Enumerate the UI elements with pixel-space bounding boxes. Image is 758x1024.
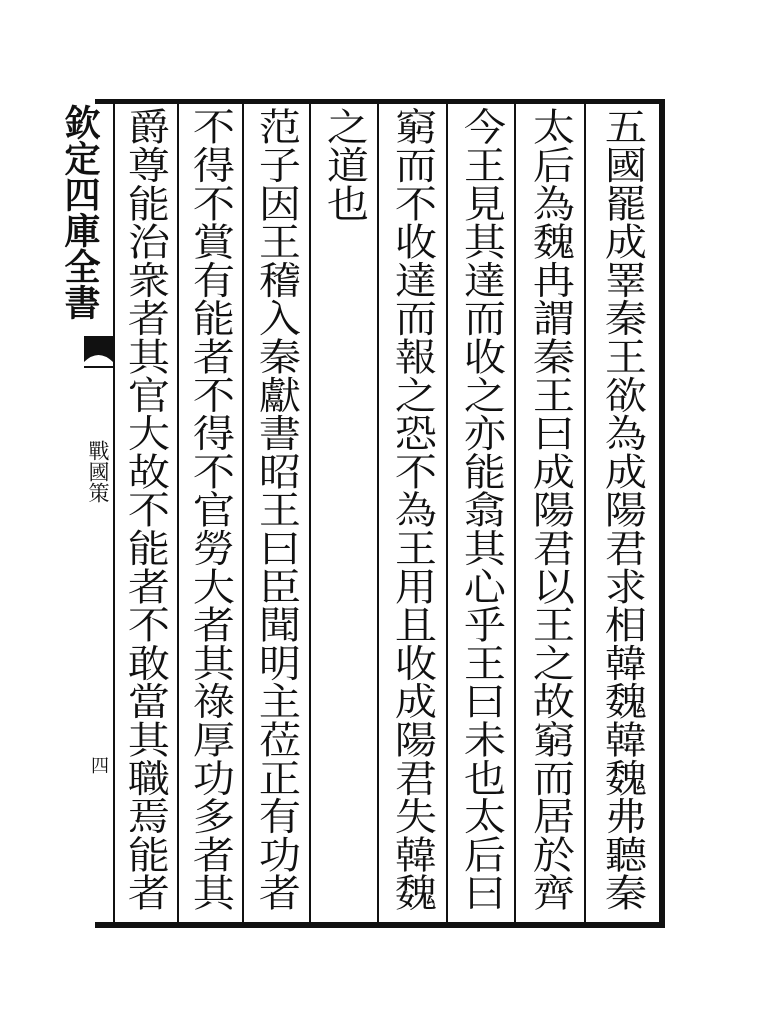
text-column-6: 范子因王稽入秦獻書昭王曰臣聞明主莅正有功者: [250, 107, 301, 912]
margin-header-area: [59, 104, 112, 326]
column-rule: [446, 104, 448, 922]
margin-header-text: 欽定四庫全書: [59, 104, 101, 320]
column-rule: [309, 104, 311, 922]
text-column-8: 爵尊能治衆者其官大故不能者不敢當其職焉能者: [119, 107, 170, 912]
frame-bottom-rule: [95, 922, 665, 928]
text-column-1: 五國罷成睪秦王欲為成陽君求相韓魏韓魏弗聽秦: [596, 107, 647, 912]
text-column-2: 太后為魏冉謂秦王曰成陽君以王之故窮而居於齊: [524, 107, 575, 912]
margin-book-title: 戰國策: [86, 440, 110, 503]
fishtail-mark-icon: [84, 336, 113, 370]
frame-top-rule: [95, 99, 665, 104]
text-column-7: 不得不賞有能者不得不官勞大者其祿厚功多者其: [184, 107, 235, 912]
margin-page-number: 四: [88, 756, 109, 774]
text-column-4: 窮而不收達而報之恐不為王用且收成陽君失韓魏: [386, 107, 437, 912]
column-rule: [514, 104, 516, 922]
column-rule: [242, 104, 244, 922]
column-rule: [377, 104, 379, 922]
text-column-3: 今王見其達而收之亦能翕其心乎王曰未也太后曰: [455, 107, 506, 912]
frame-right-rule: [659, 99, 665, 928]
column-rule: [177, 104, 179, 922]
text-column-5: 之道也: [318, 107, 369, 222]
column-rule: [584, 104, 586, 922]
margin-divider-rule: [113, 104, 115, 922]
